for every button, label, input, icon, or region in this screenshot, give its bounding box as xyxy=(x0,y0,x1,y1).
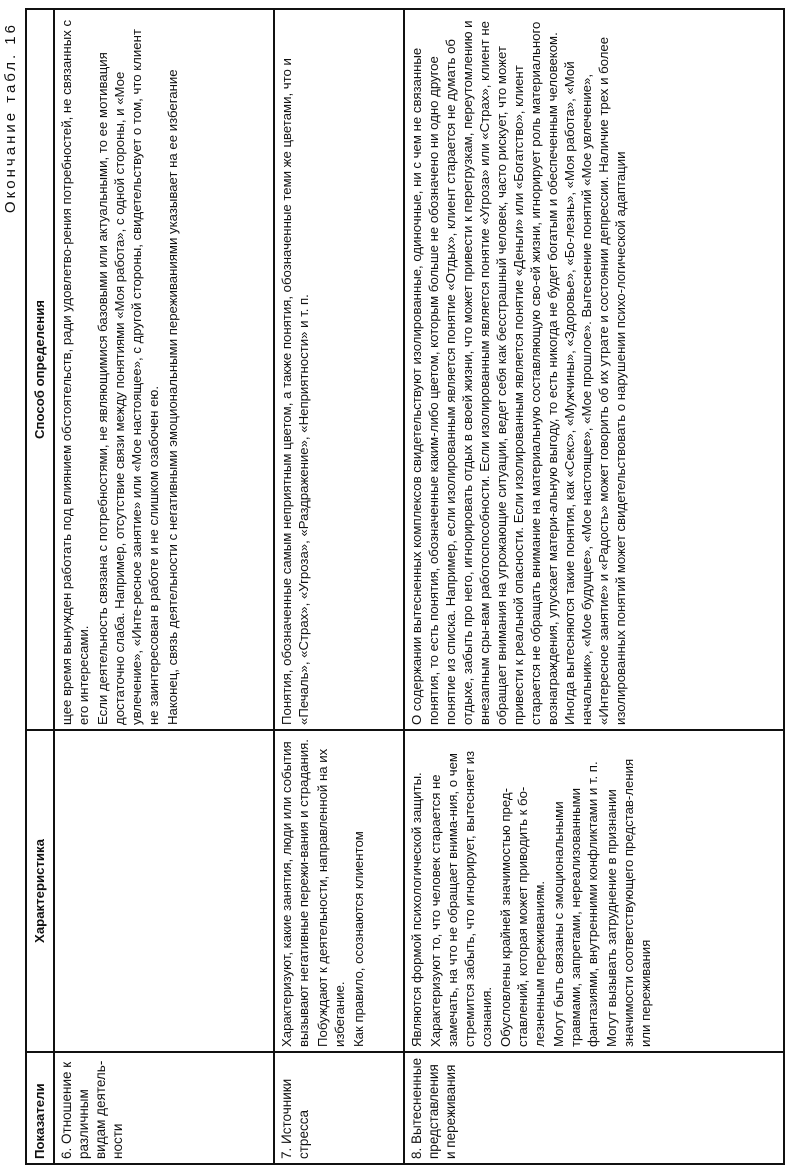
row-8-indicator: 8. Вытесненные представления и переживания xyxy=(404,1052,784,1164)
table-header-row xyxy=(26,9,54,1164)
row-8-method xyxy=(404,9,784,730)
row-7-char-p3: Как правило, осознаются клиентом xyxy=(351,831,366,1047)
row-8-char-p3: Обусловлены крайней значимостью пред-ставлений, которая может приводить к бо-лезненным переживаниям. xyxy=(498,786,547,1047)
row-8-method-p1: О содержании вытесненных комплексов свидетельствуют изолированные, одиночные, ни с чем не связанные понятия, то есть понятия, обозначенные каким-либо цветом, которым больше не обозначено ни одно другое понятие из списка. Например, если изолированным является понятие «Отдых», клиент старается не думать об отдыхе, забыть про него, игнорировать отдых в своей жизни, что может привести к перегрузкам, переутомлению и внезапным сры-вам работоспособности. Если изолированным является понятие «Угроза» или «Страх», клиент не обращает внимания на угрожающие ситуации, ведет себя как бесстрашный человек, часто рискует, что может привести к реальной опасности. Если изолированным является понятие «Деньги» или «Богатство», клиент старается не обращать внимание на материальную составляющую сво-ей жизни, игнорирует роль материального вознаграждения, упускает матери-альную выгоду, то есть никогда не будет богатым и обеспеченным человеком. Иногда вытесняются такие понятия, как «Секс», «Мужчины», «Здоровье», «Бо-лезнь», «Моя работа», «Мой начальник», «Мое будущее», «Мое настоящее», «Мое прошлое». Вытеснение понятий «Мое увлечение», «Интересное занятие» и «Радость» может говорить об их утрате и состоянии депрессии. Наличие трех и более изолированных понятий может свидетельствовать о нарушении психо-логической адаптации xyxy=(409,20,628,725)
header-indicators: Показатели xyxy=(26,1052,54,1164)
row-7-char-p2: Побуждают к деятельности, направленной на их избегание. xyxy=(315,748,347,1047)
row-7-method-p1: Понятия, обозначенные самым неприятным цветом, а также понятия, обозначенные теми же цветами, что и «Печаль», «Страх», «Угроза», «Раздражение», «Неприятности» и т. п. xyxy=(279,58,311,725)
data-table xyxy=(25,8,785,1165)
row-6-method-p3: Наконец, связь деятельности с негативными эмоциональными переживаниями указывает на ее избегание xyxy=(165,69,180,725)
table-caption: Окончание табл. 16 xyxy=(2,22,19,214)
row-8-characteristic xyxy=(404,730,784,1052)
row-8-char-p2: Характеризуют то, что человек старается не замечать, на что не обращает внима-ния, о чем стремится забыть, что игнорирует, вытесняет из сознания. xyxy=(428,750,494,1047)
row-8-char-p1: Являются формой психологической защиты. xyxy=(409,772,424,1047)
table-row-8 xyxy=(404,9,784,1164)
row-6-characteristic xyxy=(54,730,274,1052)
table-row-7 xyxy=(274,9,404,1164)
row-7-indicator: 7. Источники стресса xyxy=(274,1052,404,1164)
row-7-char-p1: Характеризуют, какие занятия, люди или события вызывают негативные пережи-вания и страдания. xyxy=(279,739,311,1047)
header-characteristic: Характеристика xyxy=(26,730,54,1052)
row-8-char-p4: Могут быть связаны с эмоциональными травмами, запретами, нереализованными фантазиями, внутренними конфликтами и т. п. xyxy=(551,761,600,1047)
table-row-6 xyxy=(54,9,274,1164)
row-6-indicator: 6. Отношение к различным видам деятель-ности xyxy=(54,1052,274,1164)
row-8-char-p5: Могут вызывать затруднение в признании значимости соответствующего представ-ления или переживания xyxy=(604,758,653,1047)
row-6-method xyxy=(54,9,274,730)
row-7-method xyxy=(274,9,404,730)
row-6-method-p2: Если деятельность связана с потребностями, не являющимися базовыми или актуальными, то ее мотивация достаточно слаба. Например, отсутствие связи между понятиями «Моя работа», с одной стороны, и «Мое увлечение», «Инте-ресное занятие» или «Мое настоящее», с другой стороны, свидетельствует о том, что клиент не заинтересован в работе и не слишком озабочен ею. xyxy=(95,29,161,725)
row-7-characteristic xyxy=(274,730,404,1052)
row-6-method-p1: щее время вынужден работать под влиянием обстоятельств, ради удовлетво-рения потребностей, не связанных с его интересами. xyxy=(59,19,91,725)
header-method: Способ определения xyxy=(26,9,54,730)
